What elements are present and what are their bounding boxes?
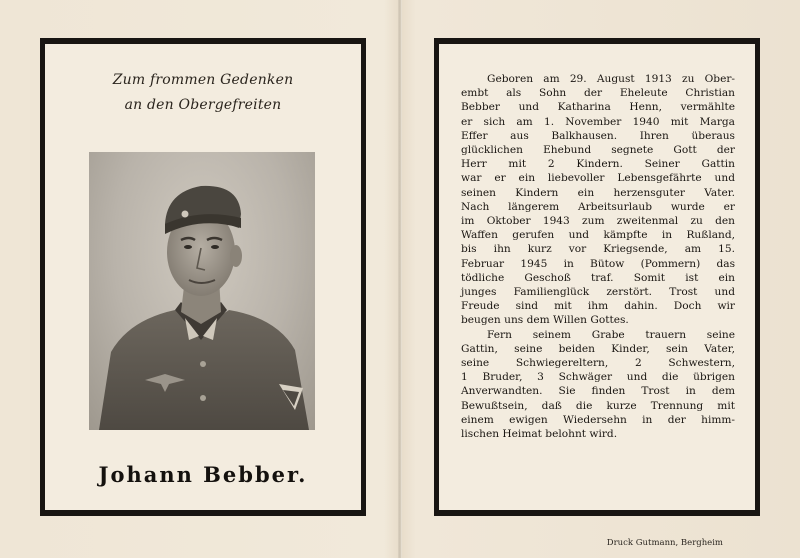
text-line: Geboren am 29. August 1913 zu Ober- <box>487 73 735 85</box>
text-line: embt als Sohn der Eheleute Christian <box>461 87 735 100</box>
deceased-name: Johann Bebber. <box>98 462 308 487</box>
heading-line-1: Zum frommen Gedenken <box>112 72 294 88</box>
printer-imprint: Druck Gutmann, Bergheim <box>606 538 723 548</box>
text-line: Freude sind mit ihm dahin. Doch wir <box>461 300 735 313</box>
text-line: seine Schwiegereltern, 2 Schwestern, <box>461 357 735 370</box>
text-line: glücklichen Ehebund segnete Gott der <box>461 144 735 157</box>
text-line: 1 Bruder, 3 Schwäger und die übrigen <box>461 371 735 384</box>
soldier-portrait-photo <box>89 152 315 430</box>
text-line: seinen Kindern ein herzensguter Vater. <box>461 186 735 199</box>
text-line: Fern seinem Grabe trauern seine <box>487 328 735 341</box>
heading-line-2: an den Obergefreiten <box>124 97 282 113</box>
center-fold <box>398 0 402 558</box>
text-line: Herr mit 2 Kindern. Seiner Gattin <box>461 158 735 171</box>
text-line: lischen Heimat belohnt wird. <box>461 428 618 441</box>
text-line: Bewußtsein, daß die kurze Trennung mit <box>461 399 735 412</box>
left-panel <box>40 38 366 516</box>
text-line: er sich am 1. November 1940 mit Marga <box>461 115 735 128</box>
text-line: Bebber und Katharina Henn, vermählte <box>461 101 735 114</box>
memorial-text <box>461 72 735 441</box>
text-line: Gattin, seine beiden Kinder, sein Vater, <box>461 342 735 355</box>
text-line: bis ihn kurz vor Kriegsende, am 15. <box>461 243 735 256</box>
portrait-illustration <box>89 152 315 430</box>
right-panel <box>434 38 760 548</box>
text-line: junges Familienglück zerstört. Trost und <box>461 286 735 299</box>
text-line: Nach längerem Arbeitsurlaub wurde er <box>461 200 735 213</box>
text-line: Februar 1945 in Bütow (Pommern) das <box>461 257 735 270</box>
text-line: tödliche Geschoß traf. Somit ist ein <box>461 271 735 284</box>
text-line: Anverwandten. Sie finden Trost in dem <box>461 385 735 398</box>
text-line: Effer aus Balkhausen. Ihren überaus <box>461 129 735 142</box>
text-line: Waffen gerufen und kämpfte in Rußland, <box>461 229 735 242</box>
text-line: beugen uns dem Willen Gottes. <box>461 314 629 327</box>
text-line: einem ewigen Wiedersehn in der himm- <box>461 413 735 426</box>
text-line: im Oktober 1943 zum zweitenmal zu den <box>461 215 735 228</box>
text-line: war er ein liebevoller Lebensgefährte und <box>461 172 735 185</box>
